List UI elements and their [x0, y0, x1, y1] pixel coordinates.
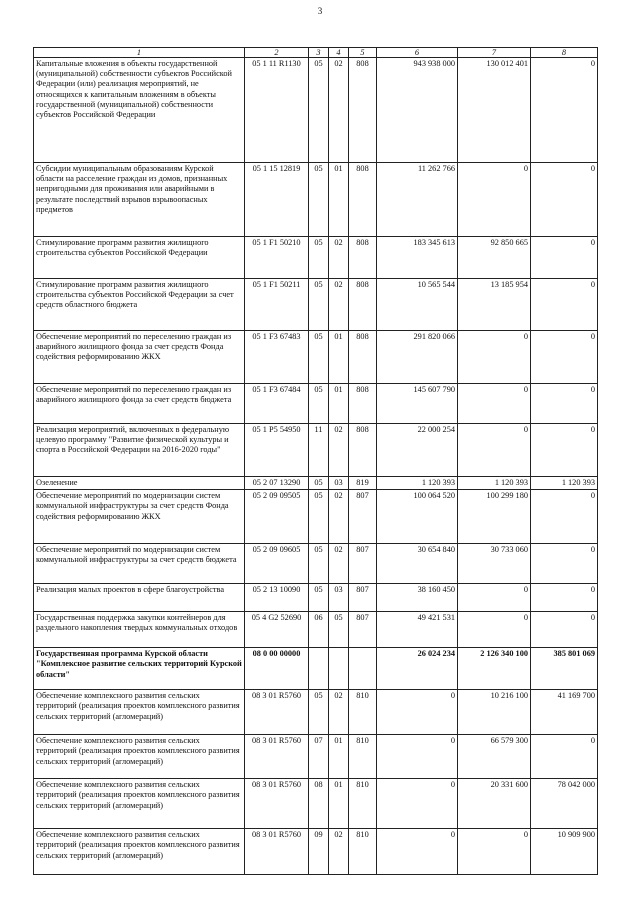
row-name: Государственная поддержка закупки контейнеров для раздельного накопления твердых коммунальных отходов	[34, 612, 245, 648]
row-value-year1: 145 607 790	[377, 384, 458, 424]
row-expense-type: 807	[349, 490, 377, 544]
row-name: Реализация мероприятий, включенных в федеральную целевую программу "Развитие физической культуры и спорта в Российской Федерации на 2016-2020 годы"	[34, 424, 245, 477]
table-row	[34, 163, 598, 237]
row-value-year2: 0	[458, 163, 531, 237]
table-row	[34, 544, 598, 584]
table-row	[34, 648, 598, 690]
row-code: 05 1 F3 67483	[245, 331, 309, 384]
row-code: 05 2 09 09505	[245, 490, 309, 544]
table-row	[34, 331, 598, 384]
row-code: 05 1 F3 67484	[245, 384, 309, 424]
table-row	[34, 58, 598, 163]
row-value-year3: 1 120 393	[531, 477, 598, 490]
table-row	[34, 424, 598, 477]
column-header: 5	[349, 48, 377, 58]
row-value-year3: 0	[531, 163, 598, 237]
row-value-year2: 0	[458, 384, 531, 424]
row-name: Государственная программа Курской области "Комплексное развитие сельских территорий Курской области"	[34, 648, 245, 690]
row-value-year3: 0	[531, 490, 598, 544]
row-name: Стимулирование программ развития жилищного строительства субъектов Российской Федерации	[34, 237, 245, 279]
row-value-year3: 78 042 000	[531, 779, 598, 829]
row-name: Капитальные вложения в объекты государственной (муниципальной) собственности субъектов Российской Федерации (или) реализация мероприятий, не относящихся к капитальным вложениям в объекты государственной (муниципальной) собственности субъектов Российской Федерации	[34, 58, 245, 163]
table-row	[34, 477, 598, 490]
row-subsection: 02	[329, 424, 349, 477]
table-row	[34, 779, 598, 829]
row-subsection: 03	[329, 477, 349, 490]
row-name: Озеленение	[34, 477, 245, 490]
column-header: 2	[245, 48, 309, 58]
row-section: 09	[309, 829, 329, 875]
row-value-year2: 20 331 600	[458, 779, 531, 829]
row-value-year3: 10 909 900	[531, 829, 598, 875]
row-code: 08 3 01 R5760	[245, 829, 309, 875]
row-subsection: 01	[329, 163, 349, 237]
row-section: 05	[309, 584, 329, 612]
row-value-year1: 0	[377, 779, 458, 829]
row-name: Реализация малых проектов в сфере благоустройства	[34, 584, 245, 612]
row-value-year2: 2 126 340 100	[458, 648, 531, 690]
row-expense-type: 810	[349, 690, 377, 735]
column-header: 8	[531, 48, 598, 58]
row-value-year1: 291 820 066	[377, 331, 458, 384]
row-value-year2: 0	[458, 331, 531, 384]
row-section: 05	[309, 544, 329, 584]
row-subsection: 02	[329, 58, 349, 163]
row-code: 05 1 P5 54950	[245, 424, 309, 477]
row-expense-type: 810	[349, 779, 377, 829]
row-code: 05 2 13 10090	[245, 584, 309, 612]
row-value-year1: 26 024 234	[377, 648, 458, 690]
row-subsection: 01	[329, 735, 349, 779]
row-name: Субсидии муниципальным образованиям Курской области на расселение граждан из домов, признанных непригодными для проживания или аварийными в результате последствий взрывов взрывоопасных предметов	[34, 163, 245, 237]
row-value-year3: 0	[531, 237, 598, 279]
row-code: 08 3 01 R5760	[245, 735, 309, 779]
row-section: 06	[309, 612, 329, 648]
column-header: 6	[377, 48, 458, 58]
row-name: Обеспечение мероприятий по переселению граждан из аварийного жилищного фонда за счет средств Фонда содействия реформированию ЖКХ	[34, 331, 245, 384]
row-subsection: 01	[329, 384, 349, 424]
table-row	[34, 829, 598, 875]
row-section: 05	[309, 163, 329, 237]
row-expense-type: 808	[349, 331, 377, 384]
column-header: 4	[329, 48, 349, 58]
row-code: 08 3 01 R5760	[245, 779, 309, 829]
row-value-year2: 130 012 401	[458, 58, 531, 163]
row-value-year1: 943 938 000	[377, 58, 458, 163]
column-header: 7	[458, 48, 531, 58]
table-row	[34, 735, 598, 779]
row-value-year1: 100 064 520	[377, 490, 458, 544]
row-value-year1: 0	[377, 829, 458, 875]
row-value-year3: 0	[531, 58, 598, 163]
row-value-year1: 30 654 840	[377, 544, 458, 584]
row-section: 08	[309, 779, 329, 829]
row-value-year1: 11 262 766	[377, 163, 458, 237]
row-expense-type: 819	[349, 477, 377, 490]
row-section: 05	[309, 690, 329, 735]
row-value-year2: 100 299 180	[458, 490, 531, 544]
row-value-year3: 0	[531, 331, 598, 384]
row-expense-type: 808	[349, 163, 377, 237]
table-row	[34, 237, 598, 279]
row-value-year1: 22 000 254	[377, 424, 458, 477]
row-name: Обеспечение мероприятий по переселению граждан из аварийного жилищного фонда за счет средств бюджета	[34, 384, 245, 424]
table-row	[34, 384, 598, 424]
row-section: 05	[309, 279, 329, 331]
row-expense-type: 808	[349, 58, 377, 163]
row-name: Обеспечение комплексного развития сельских территорий (реализация проектов комплексного развития сельских территорий (агломераций)	[34, 735, 245, 779]
row-code: 05 2 09 09605	[245, 544, 309, 584]
row-expense-type: 808	[349, 237, 377, 279]
row-expense-type: 807	[349, 544, 377, 584]
row-section: 07	[309, 735, 329, 779]
row-value-year2: 13 185 954	[458, 279, 531, 331]
table-row	[34, 584, 598, 612]
row-expense-type	[349, 648, 377, 690]
row-value-year3: 0	[531, 279, 598, 331]
row-subsection: 02	[329, 690, 349, 735]
row-value-year3: 0	[531, 424, 598, 477]
row-value-year2: 1 120 393	[458, 477, 531, 490]
row-name: Обеспечение комплексного развития сельских территорий (реализация проектов комплексного развития сельских территорий (агломераций)	[34, 779, 245, 829]
row-value-year3: 0	[531, 612, 598, 648]
row-value-year3: 0	[531, 735, 598, 779]
row-section	[309, 648, 329, 690]
row-subsection: 01	[329, 331, 349, 384]
row-value-year3: 385 801 069	[531, 648, 598, 690]
row-value-year1: 49 421 531	[377, 612, 458, 648]
row-value-year2: 10 216 100	[458, 690, 531, 735]
row-name: Обеспечение мероприятий по модернизации систем коммунальной инфраструктуры за счет средств бюджета	[34, 544, 245, 584]
row-section: 11	[309, 424, 329, 477]
row-subsection: 02	[329, 237, 349, 279]
row-value-year1: 0	[377, 735, 458, 779]
row-subsection: 02	[329, 490, 349, 544]
row-value-year2: 0	[458, 829, 531, 875]
row-subsection: 03	[329, 584, 349, 612]
row-value-year1: 38 160 450	[377, 584, 458, 612]
row-value-year3: 0	[531, 384, 598, 424]
row-value-year1: 183 345 613	[377, 237, 458, 279]
row-name: Обеспечение мероприятий по модернизации систем коммунальной инфраструктуры за счет средств Фонда содействия реформированию ЖКХ	[34, 490, 245, 544]
row-subsection: 02	[329, 829, 349, 875]
row-section: 05	[309, 477, 329, 490]
row-section: 05	[309, 58, 329, 163]
row-expense-type: 810	[349, 735, 377, 779]
table-row	[34, 490, 598, 544]
row-name: Обеспечение комплексного развития сельских территорий (реализация проектов комплексного развития сельских территорий (агломераций)	[34, 690, 245, 735]
row-section: 05	[309, 237, 329, 279]
row-section: 05	[309, 490, 329, 544]
row-subsection: 05	[329, 612, 349, 648]
row-name: Стимулирование программ развития жилищного строительства субъектов Российской Федерации за счет средств областного бюджета	[34, 279, 245, 331]
row-value-year2: 30 733 060	[458, 544, 531, 584]
row-value-year1: 1 120 393	[377, 477, 458, 490]
table-header-row	[34, 48, 598, 58]
row-value-year2: 0	[458, 424, 531, 477]
row-section: 05	[309, 384, 329, 424]
row-code: 05 1 F1 50211	[245, 279, 309, 331]
column-header: 1	[34, 48, 245, 58]
row-code: 05 1 11 R1130	[245, 58, 309, 163]
row-section: 05	[309, 331, 329, 384]
row-subsection: 01	[329, 779, 349, 829]
row-value-year2: 66 579 300	[458, 735, 531, 779]
row-value-year3: 0	[531, 544, 598, 584]
row-expense-type: 807	[349, 612, 377, 648]
table-row	[34, 279, 598, 331]
row-value-year2: 92 850 665	[458, 237, 531, 279]
budget-table	[33, 47, 598, 875]
row-subsection: 02	[329, 279, 349, 331]
row-code: 05 2 07 13290	[245, 477, 309, 490]
row-name: Обеспечение комплексного развития сельских территорий (реализация проектов комплексного развития сельских территорий (агломераций)	[34, 829, 245, 875]
row-subsection: 02	[329, 544, 349, 584]
row-value-year2: 0	[458, 584, 531, 612]
row-value-year3: 0	[531, 584, 598, 612]
page-number: 3	[317, 6, 323, 16]
row-expense-type: 808	[349, 424, 377, 477]
column-header: 3	[309, 48, 329, 58]
row-value-year1: 10 565 544	[377, 279, 458, 331]
row-code: 05 1 F1 50210	[245, 237, 309, 279]
row-expense-type: 810	[349, 829, 377, 875]
row-expense-type: 808	[349, 384, 377, 424]
row-value-year1: 0	[377, 690, 458, 735]
row-expense-type: 807	[349, 584, 377, 612]
row-code: 08 3 01 R5760	[245, 690, 309, 735]
row-value-year3: 41 169 700	[531, 690, 598, 735]
table-row	[34, 690, 598, 735]
row-code: 08 0 00 00000	[245, 648, 309, 690]
row-code: 05 4 G2 52690	[245, 612, 309, 648]
row-code: 05 1 15 12819	[245, 163, 309, 237]
row-value-year2: 0	[458, 612, 531, 648]
table-row	[34, 612, 598, 648]
row-subsection	[329, 648, 349, 690]
row-expense-type: 808	[349, 279, 377, 331]
